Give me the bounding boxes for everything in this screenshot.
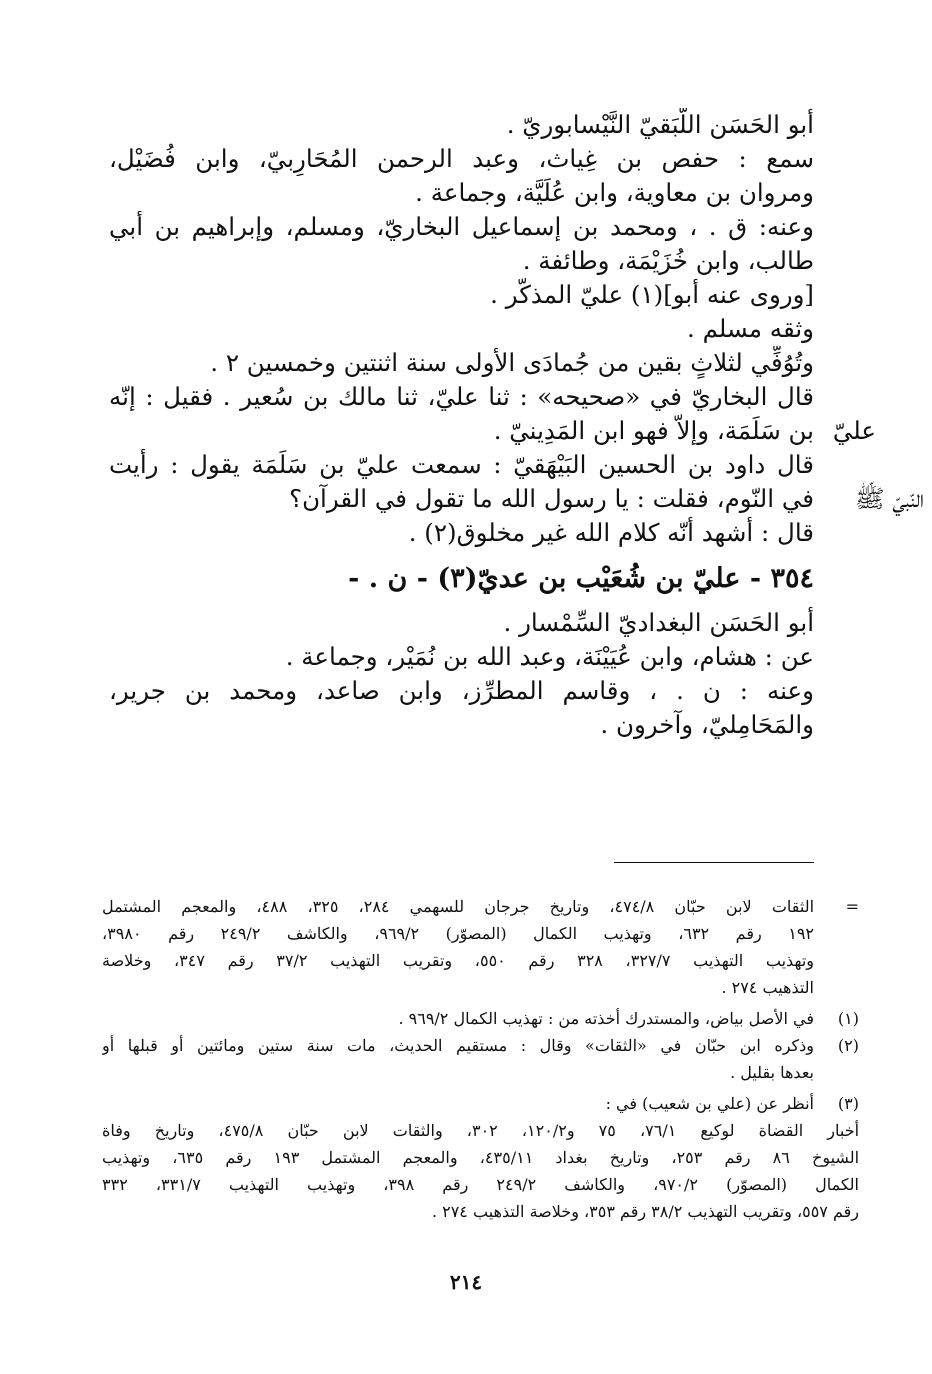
entry-heading: ٣٥٤ - عليّ بن شُعَيْب بن عديّ(٣) - ن . - xyxy=(348,563,814,594)
text-line: عن : هشام، وابن عُيَيْنَة، وعبد الله بن نُمَيْر، وجماعة . xyxy=(285,642,814,671)
text-line: قال داود بن الحسين البَيْهَقيّ : سمعت عليّ بن سَلَمَة يقول : رأيت xyxy=(109,450,814,479)
text-line-body: في النّوم، فقلت : يا رسول الله ما تقول في القرآن؟ xyxy=(289,484,814,513)
footnote-line: الثقات لابن حبّان ٤٧٤/٨، وتاريخ جرجان للسهمي ٢٨٤، ٣٢٥، ٤٨٨، والمعجم المشتمل xyxy=(102,897,814,916)
text-line: قال : أشهد أنّه كلام الله غير مخلوق(٢) . xyxy=(408,518,814,547)
text-line xyxy=(109,482,924,516)
footnote-marker: = xyxy=(845,897,859,916)
footnote-3 xyxy=(102,1090,859,1117)
text-line: قال البخاريّ في «صحيحه» : ثنا عليّ، ثنا مالك بن سُعير . فقيل : إنّه xyxy=(109,382,814,411)
footnote-line: أنظر عن (علي بن شعيب) في : xyxy=(605,1094,814,1113)
text-line: طالب، وابن خُزَيْمَة، وطائفة . xyxy=(522,246,814,275)
footnote-separator xyxy=(614,862,814,863)
footnote-line: الكمال (المصوّر) ٩٧٠/٢، والكاشف ٢٤٩/٢ رقم ٣٩٨، وتهذيب التهذيب ٣٣١/٧، ٣٣٢ xyxy=(102,1175,859,1194)
footnote-line: وذكره ابن حبّان في «الثقات» وقال : مستقيم الحديث، مات سنة ستين ومائتين أو قبلها أو xyxy=(102,1036,814,1055)
hanging-word: النّبيّ ﷺ xyxy=(855,484,924,513)
text-line: أبو الحَسَن البغداديّ السِّمْسار . xyxy=(503,608,814,637)
text-line: وعنه : ن . ، وقاسم المطرِّز، وابن صاعد، ومحمد بن جرير، xyxy=(109,676,814,705)
footnote-marker: (٣) xyxy=(837,1094,859,1113)
footnote-line: أخبار القضاة لوكيع ٧٦/١، ٧٥ و١٢٠/٢، ٣٠٢، والثقات لابن حبّان ٤٧٥/٨، وتاريخ وفاة xyxy=(102,1121,859,1140)
footnote-line: التذهيب ٢٧٤ . xyxy=(721,978,814,997)
text-line: أبو الحَسَن اللَّبَقيّ النَّيْسابوريّ . xyxy=(506,110,814,139)
footnote-line: رقم ٥٥٧، وتقريب التهذيب ٣٨/٢ رقم ٣٥٣، وخلاصة التذهيب ٢٧٤ . xyxy=(431,1202,859,1221)
footnote-line: في الأصل بياض، والمستدرك أخذته من : تهذيب الكمال ٩٦٩/٢ . xyxy=(398,1009,814,1028)
footnote-2 xyxy=(102,1032,859,1086)
text-line: والمَحَامِليّ، وآخرون . xyxy=(600,710,814,739)
page-number: ٢١٤ xyxy=(449,1270,483,1294)
footnote-continued xyxy=(102,893,859,1001)
footnote-line: بعدها بقليل . xyxy=(730,1063,814,1082)
text-line xyxy=(109,414,876,448)
footnote-marker: (٢) xyxy=(837,1036,859,1055)
footnote-line: الشيوخ ٨٦ رقم ٢٥٣، وتاريخ بغداد ٤٣٥/١١، والمعجم المشتمل ١٩٣ رقم ٦٣٥، وتهذيب xyxy=(102,1148,859,1167)
text-line: وتُوُفِّي لثلاثٍ بقين من جُمادَى الأولى سنة اثنتين وخمسين ٢ . xyxy=(210,348,814,377)
footnote-marker: (١) xyxy=(837,1009,859,1028)
main-text xyxy=(109,108,924,742)
text-line: وعنه: ق . ، ومحمد بن إسماعيل البخاريّ، ومسلم، وإبراهيم بن أبي xyxy=(109,212,814,241)
text-line: ومروان بن معاوية، وابن عُلَيَّة، وجماعة . xyxy=(415,178,814,207)
text-line-body: بن سَلَمَة، وإلاّ فهو ابن المَدِينيّ . xyxy=(493,416,814,445)
footnote-line: وتهذيب التهذيب ٣٢٧/٧، ٣٢٨ رقم ٥٥٠، وتقريب التهذيب ٣٧/٢ رقم ٣٤٧، وخلاصة xyxy=(102,951,814,970)
text-line: وثقه مسلم . xyxy=(687,314,814,343)
hanging-word: عليّ xyxy=(832,416,876,445)
text-line: سمع : حفص بن غِياث، وعبد الرحمن المُحَارِبيّ، وابن فُضَيْل، xyxy=(109,144,814,173)
footnote-line: ١٩٢ رقم ٦٣٢، وتهذيب الكمال (المصوّر) ٩٦٩/٢، والكاشف ٢٤٩/٢ رقم ٣٩٨٠، xyxy=(102,924,814,943)
footnotes xyxy=(102,893,859,1225)
text-line: [وروى عنه أبو](١) عليّ المذكّر . xyxy=(490,280,814,309)
footnote-1 xyxy=(102,1005,859,1032)
footnote-3-sources xyxy=(102,1117,859,1225)
